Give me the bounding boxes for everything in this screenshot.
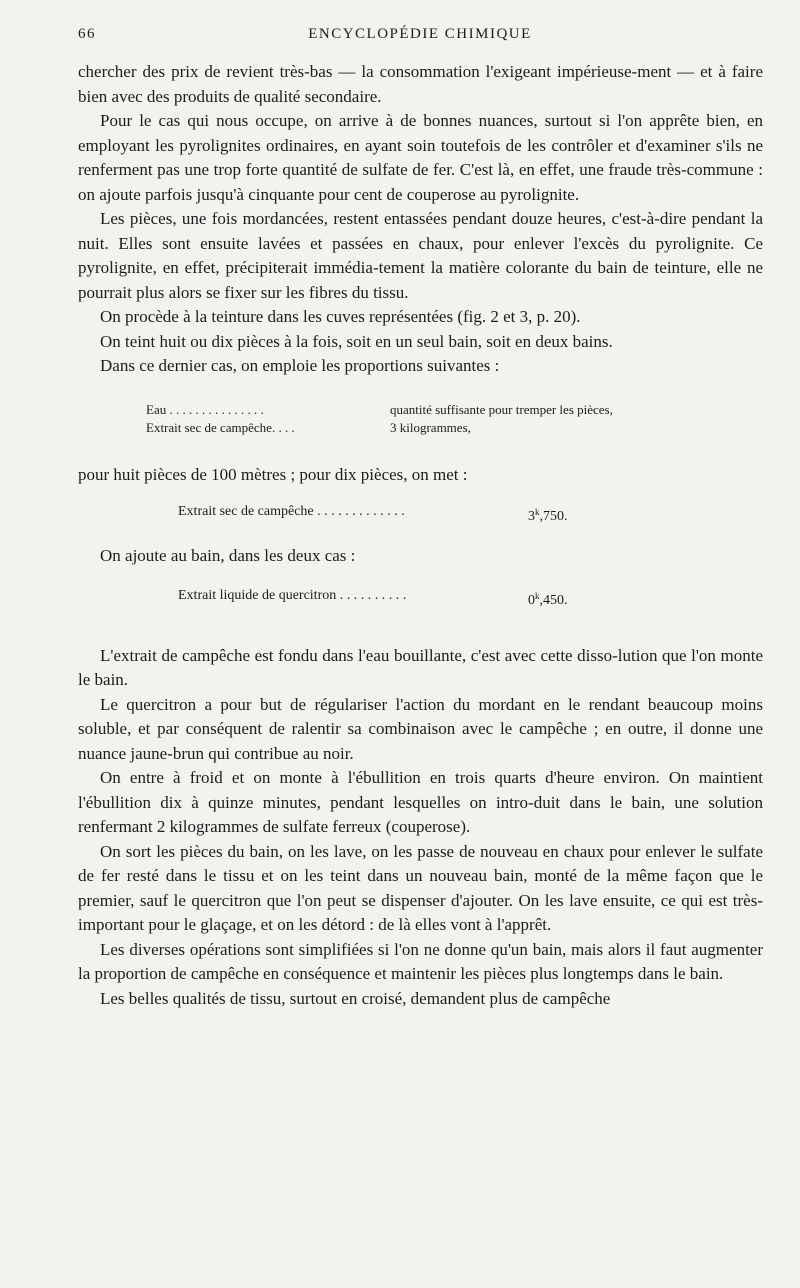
paragraph: On procède à la teinture dans les cuves représentées (fig. 2 et 3, p. 20).	[100, 307, 581, 326]
recipe-row	[178, 503, 763, 526]
recipe-quantity: 0$^k$,450.	[528, 590, 568, 608]
recipe-quantity: 3 kilogrammes,	[390, 419, 471, 435]
recipe-item: Extrait sec de campêche . . . . . . . . . . . . .	[178, 504, 405, 519]
paragraph: L'extrait de campêche est fondu dans l'eau bouillante, c'est avec cette disso-lution que l'on monte le bain.	[78, 645, 763, 689]
recipe-quantity: 3$^k$,750.	[528, 507, 568, 524]
running-title: ENCYCLOPÉDIE CHIMIQUE	[308, 26, 532, 42]
recipe-table-1	[146, 401, 763, 437]
paragraph: Les pièces, une fois mordancées, restent entassées pendant douze heures, c'est-à-dire pendant la nuit. Elles sont ensuite lavées et passées en chaux, pour enlever l'excès du pyrolignite. Ce pyrolignite, en effet, précipiterait immédia-tement la matière colorante du bain de teinture, elle ne pourrait plus alors se fixer sur les fibres du tissu.	[78, 209, 763, 302]
recipe-table-3	[178, 587, 763, 610]
paragraph: On sort les pièces du bain, on les lave, on les passe de nouveau en chaux pour enlever le sulfate de fer resté dans le tissu et on les teint dans un nouveau bain, monté de la même façon que le premier, sauf le quercitron que l'on peut se dispenser d'ajouter. On les lave ensuite, ce qui est très-important pour le glaçage, et on les détord : de là elles vont à l'apprêt.	[78, 841, 763, 934]
page-number: 66	[78, 26, 96, 42]
recipe-item: Extrait liquide de quercitron . . . . . . . . . .	[178, 587, 407, 603]
recipe-table-2	[178, 503, 763, 526]
paragraph: Les diverses opérations sont simplifiées si l'on ne donne qu'un bain, mais alors il faut augmenter la proportion de campêche en conséquence et maintenir les pièces plus longtemps dans le bain.	[78, 939, 763, 983]
recipe-quantity: quantité suffisante pour tremper les pièces,	[390, 401, 613, 417]
running-header	[78, 26, 762, 48]
paragraph: On ajoute au bain, dans les deux cas :	[100, 546, 356, 565]
paragraph: pour huit pièces de 100 mètres ; pour dix pièces, on met :	[78, 464, 468, 484]
recipe-row	[146, 419, 763, 437]
recipe-row	[146, 401, 763, 419]
paragraph: Dans ce dernier cas, on emploie les proportions suivantes :	[100, 356, 500, 375]
paragraph: Pour le cas qui nous occupe, on arrive à de bonnes nuances, surtout si l'on apprête bien, en employant les pyrolignites ordinaires, en ayant soin toutefois de les contrôler et d'examiner s'ils ne renferment pas une trop forte quantité de sulfate de fer. C'est là, en effet, une fraude très-commune : on ajoute parfois jusqu'à cinquante pour cent de couperose au pyrolignite.	[78, 111, 763, 204]
recipe-item: Eau . . . . . . . . . . . . . . .	[146, 401, 264, 417]
page-body	[78, 60, 763, 1011]
recipe-item: Extrait sec de campêche. . . .	[146, 419, 295, 435]
paragraph-continued: chercher des prix de revient très-bas — la consommation l'exigeant impérieuse-ment — et à faire bien avec des produits de qualité secondaire.	[78, 62, 763, 106]
paragraph: On entre à froid et on monte à l'ébullition en trois quarts d'heure environ. On maintient l'ébullition dix à quinze minutes, pendant lesquelles on intro-duit dans le bain, une solution renfermant 2 kilogrammes de sulfate ferreux (couperose).	[78, 768, 763, 836]
recipe-row	[178, 587, 763, 610]
paragraph: On teint huit ou dix pièces à la fois, soit en un seul bain, soit en deux bains.	[100, 331, 613, 351]
paragraph: Le quercitron a pour but de régulariser l'action du mordant en le rendant beaucoup moins soluble, et par conséquent de ralentir sa combinaison avec le campêche ; en outre, il donne une nuance jaune-brun qui contribue au noir.	[78, 694, 763, 763]
paragraph-continues: Les belles qualités de tissu, surtout en croisé, demandent plus de campêche	[100, 988, 611, 1008]
